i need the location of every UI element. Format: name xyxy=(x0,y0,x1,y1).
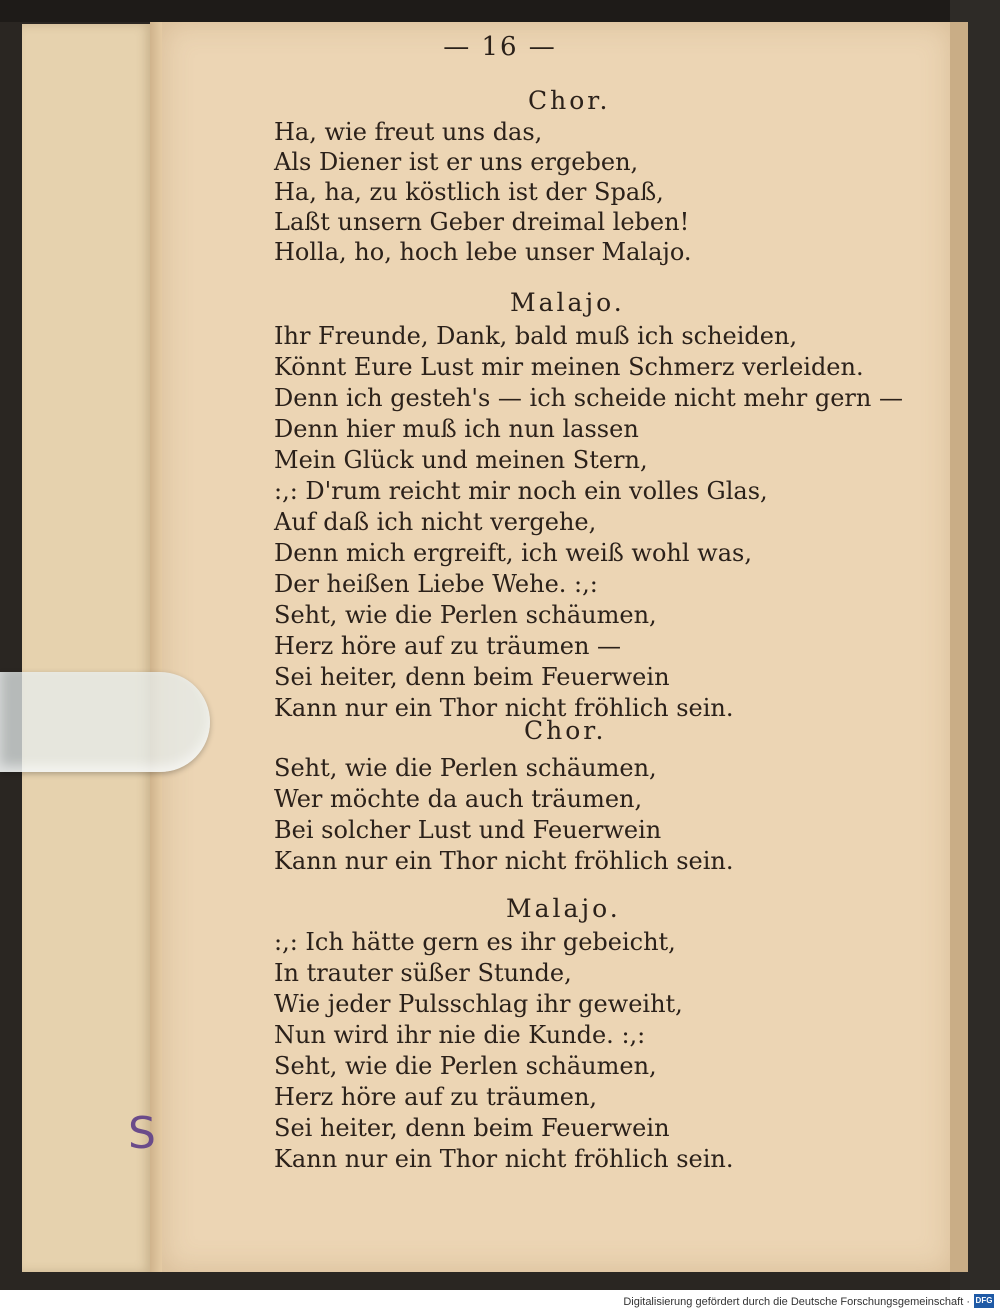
library-stamp: S xyxy=(128,1108,156,1159)
page-number: — 16 — xyxy=(443,32,557,62)
verse-line: Der heißen Liebe Wehe. :,: xyxy=(274,570,598,598)
section-heading: Malajo. xyxy=(510,288,625,317)
verse-line: Könnt Eure Lust mir meinen Schmerz verleiden. xyxy=(274,353,864,381)
adjacent-page-leaf xyxy=(22,24,152,1272)
verse-line: Denn mich ergreift, ich weiß wohl was, xyxy=(274,539,752,567)
verse-line: Mein Glück und meinen Stern, xyxy=(274,446,648,474)
verse-line: Ha, wie freut uns das, xyxy=(274,118,543,146)
verse-line: Laßt unsern Geber dreimal leben! xyxy=(274,208,690,236)
section-heading: Chor. xyxy=(524,716,607,745)
dfg-logo: DFG xyxy=(974,1294,994,1308)
verse-line: :,: D'rum reicht mir noch ein volles Glas, xyxy=(274,477,768,505)
verse-line: Nun wird ihr nie die Kunde. :,: xyxy=(274,1021,646,1049)
verse-line: Seht, wie die Perlen schäumen, xyxy=(274,601,657,629)
page-right-edge xyxy=(950,22,968,1272)
digitization-credit: Digitalisierung gefördert durch die Deutsche Forschungsgemeinschaft · xyxy=(623,1296,970,1308)
section-heading: Malajo. xyxy=(506,894,621,923)
verse-line: Denn ich gesteh's — ich scheide nicht mehr gern — xyxy=(274,384,903,412)
verse-line: Sei heiter, denn beim Feuerwein xyxy=(274,1114,670,1142)
verse-line: Herz höre auf zu träumen, xyxy=(274,1083,598,1111)
verse-line: Wie jeder Pulsschlag ihr geweiht, xyxy=(274,990,683,1018)
verse-line: Ha, ha, zu köstlich ist der Spaß, xyxy=(274,178,664,206)
verse-line: Wer möchte da auch träumen, xyxy=(274,785,643,813)
scan-backdrop-top xyxy=(0,0,1000,22)
verse-line: Auf daß ich nicht vergehe, xyxy=(274,508,597,536)
verse-line: In trauter süßer Stunde, xyxy=(274,959,572,987)
verse-line: Sei heiter, denn beim Feuerwein xyxy=(274,663,670,691)
verse-line: Bei solcher Lust und Feuerwein xyxy=(274,816,662,844)
verse-line: Ihr Freunde, Dank, bald muß ich scheiden, xyxy=(274,322,798,350)
section-heading: Chor. xyxy=(528,86,611,115)
verse-line: Holla, ho, hoch lebe unser Malajo. xyxy=(274,238,692,266)
verse-line: Kann nur ein Thor nicht fröhlich sein. xyxy=(274,847,734,875)
verse-line: :,: Ich hätte gern es ihr gebeicht, xyxy=(274,928,676,956)
verse-line: Herz höre auf zu träumen — xyxy=(274,632,622,660)
verse-line: Kann nur ein Thor nicht fröhlich sein. xyxy=(274,1145,734,1173)
verse-line: Denn hier muß ich nun lassen xyxy=(274,415,639,443)
verse-line: Als Diener ist er uns ergeben, xyxy=(274,148,639,176)
verse-line: Kann nur ein Thor nicht fröhlich sein. xyxy=(274,694,734,722)
verse-line: Seht, wie die Perlen schäumen, xyxy=(274,754,657,782)
verse-line: Seht, wie die Perlen schäumen, xyxy=(274,1052,657,1080)
page-holder-clip xyxy=(0,672,210,772)
